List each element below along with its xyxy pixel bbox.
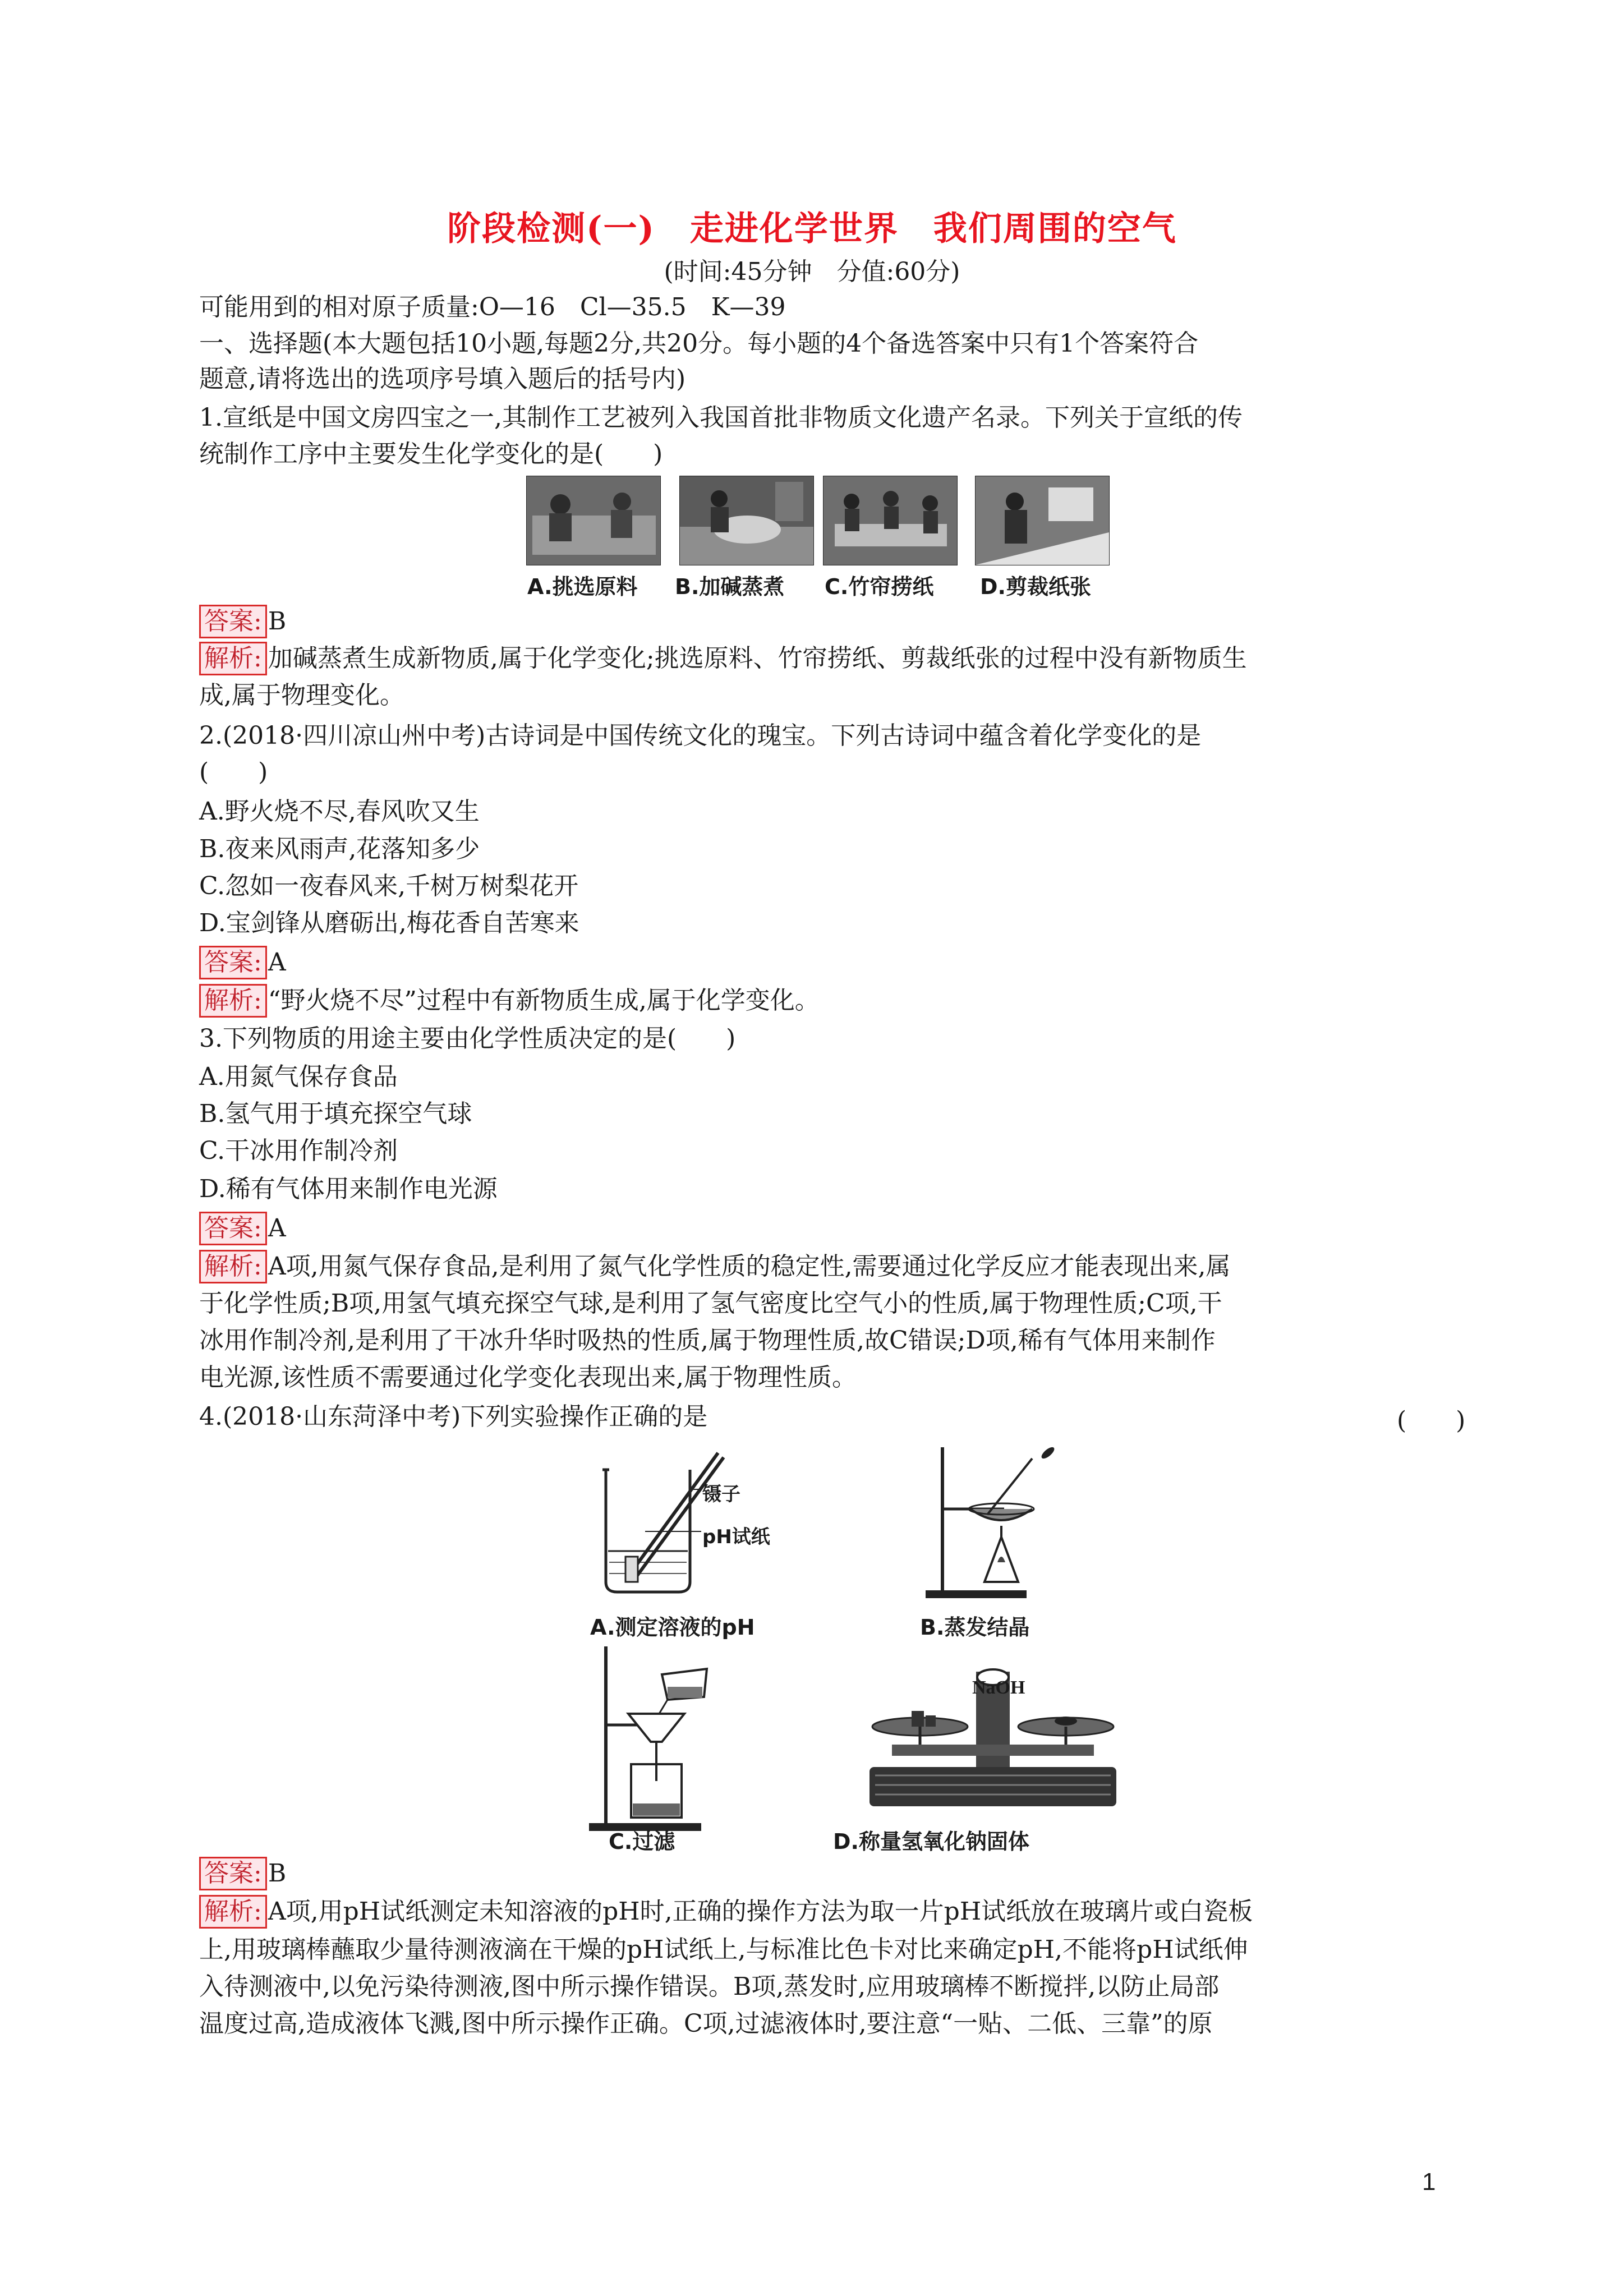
q4-analysis-line2: 上,用玻璃棒蘸取少量待测液滴在干燥的pH试纸上,与标准比色卡对比来确定pH,不能将pH试纸伸: [199, 1935, 1248, 1964]
q3-option-a: A.用氮气保存食品: [199, 1062, 398, 1091]
q1-caption-c: C.竹帘捞纸: [825, 574, 934, 599]
q4-stem: 4.(2018·山东菏泽中考)下列实验操作正确的是: [199, 1402, 708, 1431]
q2-analysis: [199, 984, 820, 1018]
answer-label: 答案:: [199, 1857, 267, 1890]
q1-caption-d: D.剪裁纸张: [980, 574, 1091, 599]
q3-analysis-line1: A项,用氮气保存食品,是利用了氮气化学性质的稳定性,需要通过化学反应才能表现出来,属: [268, 1252, 1231, 1281]
q4-answer: [199, 1857, 286, 1890]
q3-option-c: C.干冰用作制冷剂: [199, 1137, 398, 1165]
analysis-label: 解析:: [199, 642, 267, 675]
q2-stem-line1: 2.(2018·四川凉山州中考)古诗词是中国传统文化的瑰宝。下列古诗词中蕴含着化学变化的是: [199, 721, 1202, 750]
q2-option-a: A.野火烧不尽,春风吹又生: [199, 797, 480, 826]
q1-caption-b: B.加碱蒸煮: [675, 574, 785, 599]
q2-option-b: B.夜来风雨声,花落知多少: [199, 835, 480, 863]
analysis-label: 解析:: [199, 1250, 267, 1283]
q3-analysis: [199, 1250, 1231, 1283]
q4-analysis-line1: A项,用pH试纸测定未知溶液的pH时,正确的操作方法为取一片pH试纸放在玻璃片或白瓷板: [268, 1897, 1253, 1926]
q1-answer-value: B: [268, 607, 287, 636]
q1-photo-b: [679, 476, 814, 565]
q2-option-d: D.宝剑锋从磨砺出,梅花香自苦寒来: [199, 909, 579, 937]
page-number: 1: [1422, 2168, 1436, 2196]
q4-answer-value: B: [268, 1859, 287, 1888]
answer-label: 答案:: [199, 946, 267, 979]
q4-caption-a: A.测定溶液的pH: [590, 1615, 755, 1640]
q1-photo-c: [823, 476, 958, 565]
analysis-label: 解析:: [199, 984, 267, 1018]
q3-stem: 3.下列物质的用途主要由化学性质决定的是( ): [199, 1024, 736, 1053]
q2-option-c: C.忽如一夜春风来,千树万树梨花开: [199, 872, 579, 900]
q3-analysis-line2: 于化学性质;B项,用氢气填充探空气球,是利用了氢气密度比空气小的性质,属于物理性质;C项,干: [199, 1289, 1222, 1318]
q3-answer-value: A: [268, 1214, 286, 1243]
section-heading-line1: 一、选择题(本大题包括10小题,每题2分,共20分。每小题的4个备选答案中只有1个答案符合: [199, 329, 1199, 358]
page-title: 阶段检测(一) 走进化学世界 我们周围的空气: [447, 209, 1177, 249]
q3-option-b: B.氢气用于填充探空气球: [199, 1099, 472, 1128]
q1-stem-line1: 1.宣纸是中国文房四宝之一,其制作工艺被列入我国首批非物质文化遗产名录。下列关于宣纸的传: [199, 403, 1243, 432]
q1-stem-line2: 统制作工序中主要发生化学变化的是( ): [199, 440, 663, 468]
q4-answer-paren: ( ): [1397, 1406, 1466, 1435]
q4-caption-b: B.蒸发结晶: [920, 1615, 1030, 1640]
q4-analysis-line4: 温度过高,造成液体飞溅,图中所示操作正确。C项,过滤液体时,要注意“一贴、二低、三靠”的原: [199, 2009, 1213, 2038]
q4-analysis: [199, 1895, 1253, 1929]
q1-answer: [199, 605, 286, 638]
atomic-masses: 可能用到的相对原子质量:O—16 Cl—35.5 K—39: [199, 293, 786, 321]
page-subtitle: (时间:45分钟 分值:60分): [664, 257, 960, 286]
q4-fig-a-label-ph-paper: pH试纸: [702, 1526, 770, 1548]
q4-figure-b-evaporation: [920, 1442, 1099, 1604]
analysis-label: 解析:: [199, 1895, 267, 1929]
q3-answer: [199, 1212, 286, 1245]
q4-caption-c: C.过滤: [609, 1829, 675, 1854]
q2-answer: [199, 946, 286, 979]
q4-analysis-line3: 入待测液中,以免污染待测液,图中所示操作错误。B项,蒸发时,应用玻璃棒不断搅拌,以防止局部: [199, 1972, 1220, 2001]
q2-analysis-line1: “野火烧不尽”过程中有新物质生成,属于化学变化。: [268, 986, 820, 1015]
q1-caption-a: A.挑选原料: [527, 574, 638, 599]
q1-analysis-line1: 加碱蒸煮生成新物质,属于化学变化;挑选原料、竹帘捞纸、剪裁纸张的过程中没有新物质生: [268, 644, 1247, 673]
q1-photo-d: [975, 476, 1110, 565]
q4-figure-c-filtration: [583, 1635, 729, 1837]
q2-answer-value: A: [268, 948, 286, 977]
section-heading-line2: 题意,请将选出的选项序号填入题后的括号内): [199, 365, 686, 393]
answer-label: 答案:: [199, 1212, 267, 1245]
q4-caption-d: D.称量氢氧化钠固体: [833, 1829, 1029, 1854]
q2-stem-line2: ( ): [199, 758, 268, 786]
q4-fig-a-label-tweezers: 镊子: [702, 1483, 740, 1506]
q3-analysis-line3: 冰用作制冷剂,是利用了干冰升华时吸热的性质,属于物理性质,故C错误;D项,稀有气体用来制作: [199, 1326, 1216, 1355]
q4-fig-d-label-naoh: NaOH: [972, 1677, 1025, 1698]
q1-analysis-line2: 成,属于物理变化。: [199, 681, 404, 710]
q1-photo-a: [526, 476, 661, 565]
answer-label: 答案:: [199, 605, 267, 638]
q1-analysis: [199, 642, 1247, 675]
q3-option-d: D.稀有气体用来制作电光源: [199, 1175, 498, 1203]
q3-analysis-line4: 电光源,该性质不需要通过化学变化表现出来,属于物理性质。: [199, 1363, 857, 1392]
